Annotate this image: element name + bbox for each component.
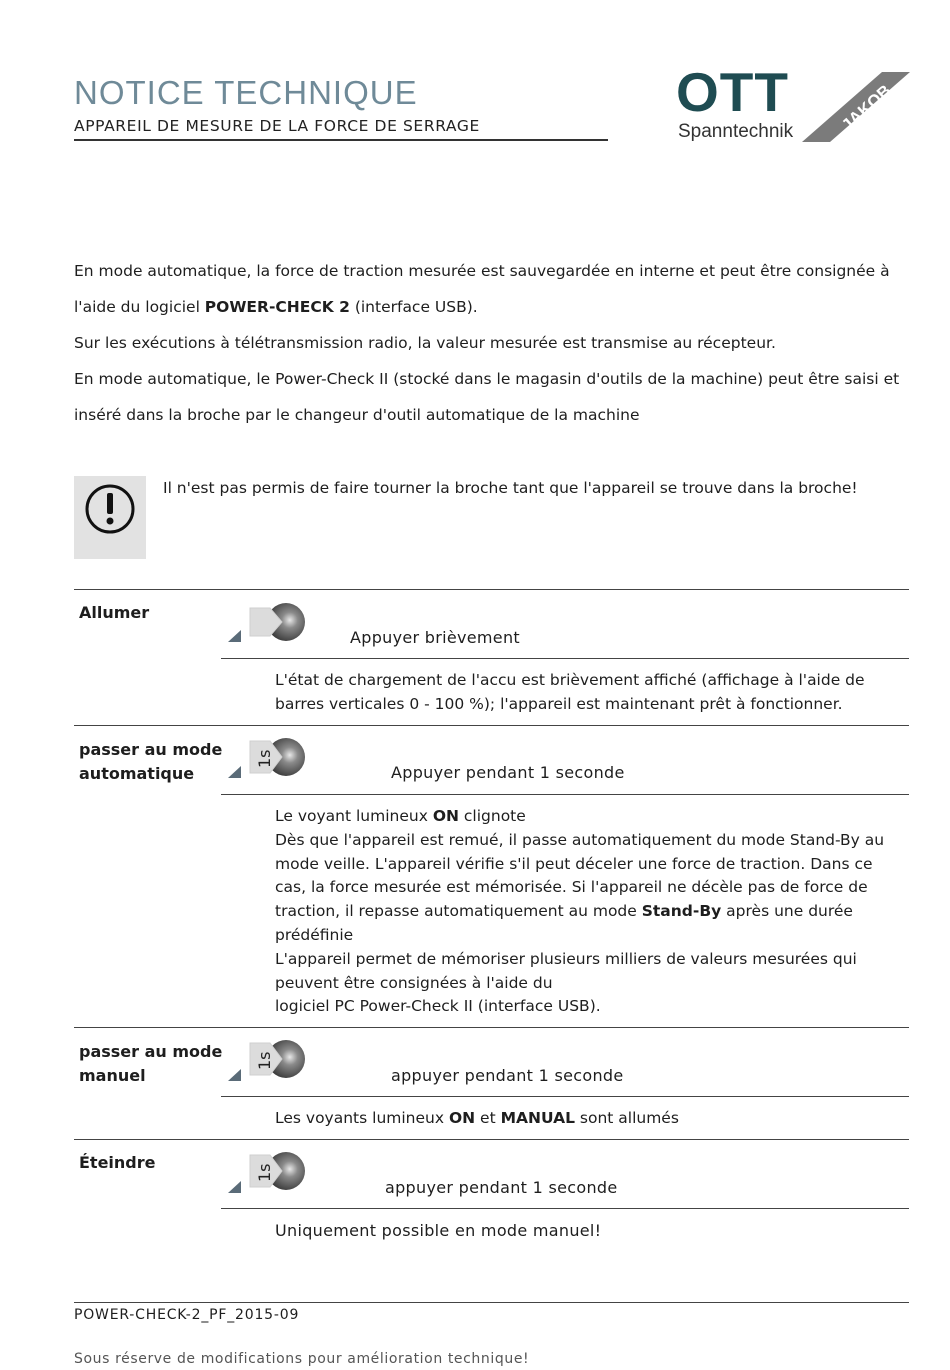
document-code: POWER-CHECK-2_PF_2015-09 bbox=[74, 1307, 300, 1323]
intro-line-5: inséré dans la broche par le changeur d'outil automatique de la machine bbox=[74, 406, 640, 424]
corner-marker-icon bbox=[228, 766, 241, 778]
table-row-divider bbox=[74, 589, 909, 590]
step-action-manual: appuyer pendant 1 seconde bbox=[391, 1066, 624, 1085]
logo-jakob-text: JAKOB bbox=[837, 81, 895, 135]
step-divider bbox=[221, 1096, 909, 1097]
warning-box bbox=[74, 476, 146, 559]
table-row-divider bbox=[74, 725, 909, 726]
footer-divider bbox=[74, 1302, 909, 1303]
corner-marker-icon bbox=[228, 1181, 241, 1193]
footer-disclaimer: Sous réserve de modifications pour amélioration technique! bbox=[74, 1351, 530, 1367]
step-desc-on: L'état de chargement de l'accu est brièvement affiché (affichage à l'aide de barres verticales 0 - 100 %); l'appareil est maintenant prêt à fonctionner. bbox=[275, 671, 865, 713]
step-desc-off: Uniquement possible en mode manuel! bbox=[275, 1221, 602, 1240]
step-label-off: Éteindre bbox=[79, 1153, 156, 1172]
header-divider bbox=[74, 139, 608, 141]
table-row-divider bbox=[74, 1139, 909, 1140]
intro-line-2: l'aide du logiciel POWER-CHECK 2 (interface USB). bbox=[74, 298, 478, 316]
step-desc-auto: Le voyant lumineux ON clignote Dès que l'appareil est remué, il passe automatiquement du mode Stand-By au mode veille. L'appareil vérifie s'il peut déceler une force de traction. Dans ce cas, la force mesurée est mémorisée. Si l'appareil ne décèle pas de force de traction, il repasse automatiquement au mode Stand-By après une durée prédéfinie L'appareil permet de mémoriser plusieurs milliers de valeurs mesurées qui peuvent être consignées à l'aide du logiciel PC Power-Check II (interface USB). bbox=[275, 807, 885, 1016]
step-desc-manual: Les voyants lumineux ON et MANUAL sont allumés bbox=[275, 1109, 679, 1127]
company-logo bbox=[676, 61, 916, 148]
step-divider bbox=[221, 1208, 909, 1209]
document-subtitle: APPAREIL DE MESURE DE LA FORCE DE SERRAGE bbox=[74, 117, 480, 135]
step-divider bbox=[221, 794, 909, 795]
step-action-auto: Appuyer pendant 1 seconde bbox=[391, 763, 625, 782]
exclamation-circle-icon bbox=[74, 476, 146, 559]
step-label-manual: passer au mode manuel bbox=[79, 1042, 223, 1085]
corner-marker-icon bbox=[228, 1069, 241, 1081]
intro-line-1: En mode automatique, la force de traction mesurée est sauvegardée en interne et peut être consignée à bbox=[74, 262, 890, 280]
logo-ott-text: OTT bbox=[676, 61, 789, 123]
svg-text:1s: 1s bbox=[255, 1163, 274, 1182]
step-action-off: appuyer pendant 1 seconde bbox=[385, 1178, 618, 1197]
intro-line-3: Sur les exécutions à télétransmission radio, la valeur mesurée est transmise au récepteur. bbox=[74, 334, 776, 352]
power-button-press-icon bbox=[226, 600, 308, 650]
warning-text: Il n'est pas permis de faire tourner la broche tant que l'appareil se trouve dans la broche! bbox=[163, 479, 858, 497]
logo-jakob-badge bbox=[796, 70, 916, 144]
logo-spanntechnik-text: Spanntechnik bbox=[678, 121, 794, 142]
document-title: NOTICE TECHNIQUE bbox=[74, 74, 418, 111]
step-divider bbox=[221, 658, 909, 659]
corner-marker-icon bbox=[228, 630, 241, 642]
standby-mode-name: Stand-By bbox=[641, 902, 722, 921]
software-name: POWER-CHECK 2 bbox=[204, 298, 350, 316]
step-label-auto: passer au mode automatique bbox=[79, 740, 223, 783]
svg-text:1s: 1s bbox=[255, 1051, 274, 1070]
intro-line-4: En mode automatique, le Power-Check II (stocké dans le magasin d'outils de la machine) peut être saisi et bbox=[74, 370, 900, 388]
on-indicator-name: ON bbox=[432, 807, 459, 825]
svg-text:1s: 1s bbox=[255, 749, 274, 768]
step-action-on: Appuyer brièvement bbox=[350, 628, 520, 647]
table-row-divider bbox=[74, 1027, 909, 1028]
step-label-on: Allumer bbox=[79, 603, 150, 622]
